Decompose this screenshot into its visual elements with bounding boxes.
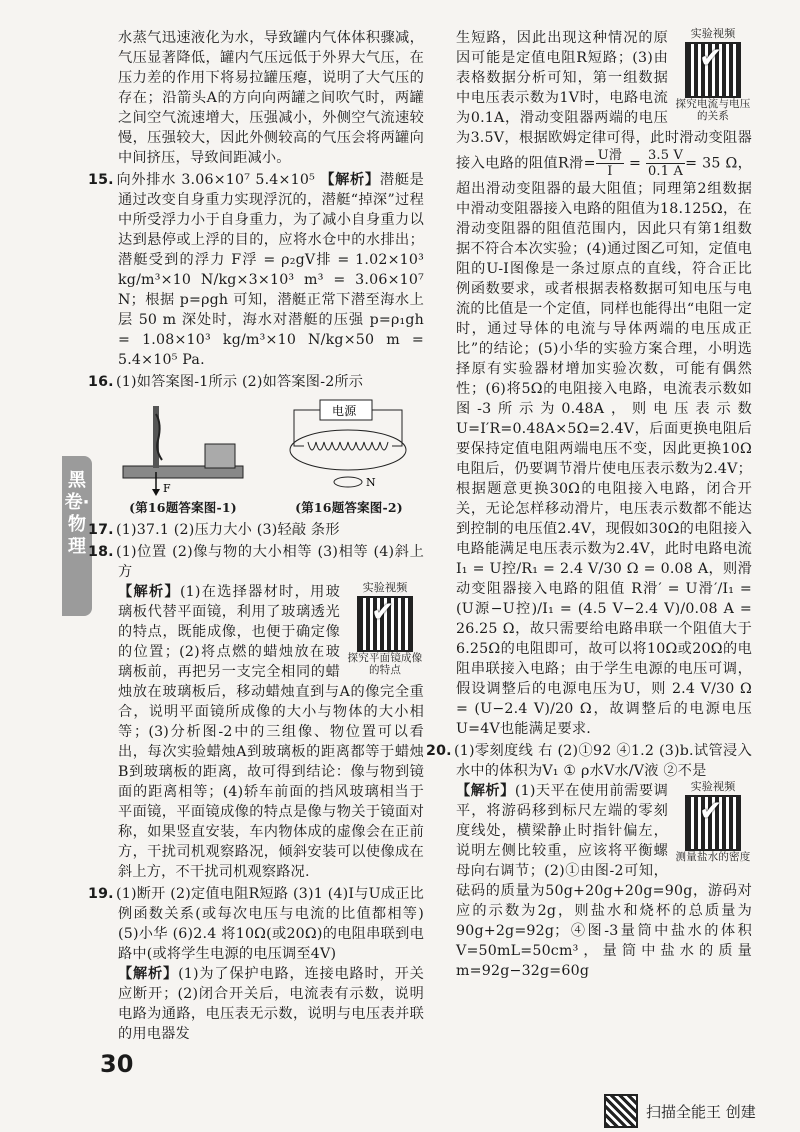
question-15 <box>88 170 424 370</box>
formula-1-den: I <box>607 164 613 179</box>
footer-brand <box>604 1094 756 1128</box>
figure-1-diagram <box>113 396 253 496</box>
q19-qr-caption: 探究电流与电压的关系 <box>675 98 751 122</box>
left-column <box>88 28 424 1044</box>
formula-1b <box>646 148 685 179</box>
q16-answer: (1)如答案图-1所示 (2)如答案图-2所示 <box>116 374 364 390</box>
wire-right <box>372 410 402 446</box>
right-para-2: = 35 Ω，超出滑动变阻器的最大阻值；同理第2组数据中滑动变阻器接入电路的阻值为18.125Ω，在滑动变阻器的阻值范围内，因此只有第1组数据不符合本次实验；(4)通过图乙可知，定值电阻的U-I图像是一条过原点的直线，符合正比例函数要求，或者根据表格数据可知电压与电流的比值是一个定值，同样也能得出“电阻一定时，通过导体的电流与导体两端的电压成正比”的结论；(5)小华的实验方案合理，小明选择原有实验器材增加实验次数，可能有偶然性；(6)将5Ω的电阻接入电路，电流表示数如图-3所示为0.48A，则电压表示数U=I′R=0.48A×5Ω=2.4V，后面更换电阻后要保持定值电阻两端电压不变，因此更换10Ω电阻后，仍要调节滑片使电压表示数为2.4V；根据题意更换30Ω的电阻接入电路，闭合开关，无论怎样移动滑片，电压表示数都不能达到控制的电压值2.4V，现假如30Ω的电阻接入电路能满足电压表示数为2.4V，此时电路电流 <box>456 155 752 557</box>
formula-2: I₁ = U控/R₁ = 2.4 V/30 Ω = 0.08 A <box>456 561 709 577</box>
q15-tag: 【解析】 <box>320 172 380 188</box>
q18-analysis: (1)在选择器材时，用玻璃板代替平面镜，利用了玻璃透光的特点，既能成像，也便于确定像的位置；(2)将点燃的蜡烛放在玻璃板前，再把另一支完全相同的蜡烛放在玻璃板后，移动蜡烛直到与A的像完全重合，说明平面镜所成像的大小与物体的大小相等；(3)分析图-2中的三组像、物位置可以看出，每次实验蜡烛A到玻璃板的距离都等于蜡烛B到玻璃板的距离，故可得到结论：像与物到镜面的距离相等；(4)轿车前面的挡风玻璃相当于平面镜，平面镜成像的特点是像与物关于镜面对称，如果竖直安装，车内物体成的虚像会在正前方，干扰司机观察路况，倾斜安装可以使像成在斜上方，不干扰司机观察路况. <box>118 584 424 880</box>
q19-number: 19. <box>88 886 114 902</box>
force-arrow-head <box>152 489 160 496</box>
q18-qr-code-icon[interactable] <box>357 596 413 652</box>
intro-paragraph: 水蒸气迅速液化为水，导致罐内气体体积骤减，气压显著降低，罐内气压远低于外界大气压，在压力差的作用下将易拉罐压瘪，说明了大气压的存在；沿箭头A的方向向两罐之间吹气时，两罐之间空气流速增大，压强减小，外侧空气流速较慢，压强较大，因此外侧较高的气压会将两罐向中间挤压，导致间距减小。 <box>118 30 424 166</box>
formula-3: R滑′ = U滑′/I₁ = (U源−U控)/I₁ = (4.5 V−2.4 V)/0.08 A = 26.25 Ω <box>456 581 752 637</box>
q20-qr-code-icon[interactable] <box>685 795 741 851</box>
compass-label-n: N <box>366 476 376 489</box>
right-para-4: ，故只需要给电路串联一个阻值大于6.25Ω的电阻即可，故可以将10Ω或20Ω的电阻串联接入电路；由于学生电源的电压可调，假设调整后的电源电压为U，则 <box>456 621 752 697</box>
right-para-3: ，则滑动变阻器接入电路的阻值 <box>456 561 752 597</box>
q15-number: 15. <box>88 172 114 188</box>
footer-brand-text: 扫描全能王 创建 <box>646 1102 756 1121</box>
q17-number: 17. <box>88 522 114 538</box>
figure-1-block <box>205 444 235 468</box>
q19-qr-box[interactable] <box>674 28 752 122</box>
power-source-label: 电源 <box>332 404 357 418</box>
page-number: 30 <box>100 1050 134 1078</box>
question-19 <box>88 884 424 1044</box>
q20-answer-tail: ②不是 <box>663 763 707 779</box>
scanner-qr-icon <box>604 1094 638 1128</box>
answer-figure-1 <box>108 396 258 518</box>
formula-4: 2.4 V/30 Ω = (U−2.4 V)/20 Ω <box>456 681 752 717</box>
q16-figures <box>108 396 424 518</box>
q18-qr-box[interactable] <box>346 582 424 676</box>
formula-1 <box>596 148 624 179</box>
q19-answer: (1)断开 (2)定值电阻R短路 (3)1 (4)I与U成正比例函数关系(或每次电压与电流的比值都相等) (5)小华 (6)2.4 将10Ω(或20Ω)的电阻串联到电路中(或将学生电源的电压调至4V) <box>116 886 424 962</box>
q19-qr-title: 实验视频 <box>690 27 736 40</box>
q18-qr-title: 实验视频 <box>362 581 408 594</box>
q20-answer: (1)零刻度线 右 (2)①92 ④1.2 (3)b.试管浸入水中的体积为V₁ ① <box>454 743 752 779</box>
compass <box>334 477 362 487</box>
q16-number: 16. <box>88 374 114 390</box>
formula-1b-den: 0.1 A <box>647 164 684 179</box>
q20-analysis: (1)天平在使用前需要调平，将游码移到标尺左端的零刻度线处，横梁静止时指针偏左，说明左侧比较重，应该将平衡螺母向右调节；(2)①由图-2可知，砝码的质量为50g+20g+20g=90g，游码对应的示数为2g，则盐水和烧杯的总质量为90g+2g=92g；④图-3量筒中盐水的体积V=50mL=50cm³，量筒中盐水的质量m=92g−32g=60g <box>456 783 752 979</box>
wire-left <box>294 410 320 446</box>
figure-2-diagram <box>274 396 424 496</box>
question-18 <box>88 542 424 882</box>
right-para-1: 生短路，因此出现这种情况的原因可能是定值电阻R短路；(3)由表格数据分析可知，第一组数据中电压表示数为1V时，电路电流为0.1A，滑动变阻器两端的电压为3.5V，根据欧姆定律可得，此时滑动变阻器接入电路的阻值R滑= <box>456 30 752 172</box>
q20-number: 20. <box>426 743 452 759</box>
formula-1b-num: 3.5 V <box>647 148 684 163</box>
question-17 <box>88 520 424 540</box>
q19-analysis: (1)为了保护电路，连接电路时，开关应断开；(2)闭合开关后，电流表有示数，说明电路为通路，电压表无示数，说明与电压表并联的用电器发 <box>118 966 424 1042</box>
q18-tag: 【解析】 <box>118 584 180 600</box>
figure-2-caption: (第16题答案图-2) <box>295 500 403 515</box>
q15-answer: 向外排水 3.06×10⁷ 5.4×10⁵ <box>116 172 315 188</box>
side-tab: 黑卷·物理 <box>62 456 92 616</box>
q19-qr-code-icon[interactable] <box>685 42 741 98</box>
q19-tag: 【解析】 <box>118 966 179 982</box>
q20-qr-box[interactable] <box>674 781 752 863</box>
q20-formula: ρ水V水/V液 <box>581 763 659 779</box>
q15-analysis: 潜艇是通过改变自身重力实现浮沉的，潜艇“掉深”过程中所受浮力小于自身重力，为了减小自身重力以达到悬停或上浮的目的，应将水仓中的水排出；潜艇受到的浮力 F浮 = ρ₂gV排 = 1.02×10³ kg/m³×10 N/kg×3×10³ m³ = 3.06×10⁷ N；根据 p=ρgh 可知，潜艇正常下潜至海水上层 50 m 深处时，海水对潜艇的压强 p=ρ₁gh = 1.08×10³ kg/m³×10 N/kg×50 m = 5.4×10⁵ Pa. <box>118 172 424 368</box>
q18-number: 18. <box>88 544 114 560</box>
coil-windings <box>308 442 388 450</box>
q17-answer: (1)37.1 (2)压力大小 (3)轻敲 条形 <box>116 522 340 538</box>
question-20 <box>426 741 752 981</box>
q20-qr-caption: 测量盐水的密度 <box>675 851 751 863</box>
formula-1-num: U滑 <box>597 148 623 163</box>
q18-qr-caption: 探究平面镜成像的特点 <box>347 652 423 676</box>
force-label: F <box>163 482 171 495</box>
coil-core <box>290 430 406 470</box>
figure-1-caption: (第16题答案图-1) <box>129 500 237 515</box>
answer-figure-2 <box>274 396 424 518</box>
q20-qr-title: 实验视频 <box>690 780 736 793</box>
q20-tag: 【解析】 <box>456 783 515 799</box>
question-16 <box>88 372 424 518</box>
right-para-5: ，故调整后的电源电压U=4V也能满足要求. <box>456 701 752 737</box>
right-column: 实验视频 ✔ 探究电流与电压的关系 生短路，因此出现这种情况的原因可能是定值电阻R短路；(3)由表格数据分析可知，第一组数据中电压表示数为1V时，电路电流为0.1A，滑动变阻器两端的电压为3.5V，根据欧姆定律可得，此时滑动变阻器接入电路的阻值R滑= $\frac{\text{U滑}}{I}$ = $\frac{3.5 V}{0.1 A}$ = 35 Ω，超出滑动变阻器的最大阻值；同理第2组数据中滑动变阻器接入电路的阻值为18.125Ω，在滑动变阻器的阻值范围内，因此只有第1组数据不符合本次实验；(4)通过图乙可知，定值电阻的U-I图像是一条过原点的直线，符合正比例函数要求，或者根据表格数据可知电压与电流的比值是一个定值，同样也能得出“电阻一定时，通过导体的电流与导体两端的电压成正比”的结论；(5)小华的实验方案合理，小明选择原有实验器材增加实验次数，可能有偶然性；(6)将5Ω的电阻接入电路，电流表示数如图-3所示为0.48A，则电压表示数U=I′R=0.48A×5Ω=2.4V，后面更换电阻后要保持定值电阻两端电压不变，因此更换10Ω电阻后，仍要调节滑片使电压表示数为2.4V；根据题意更换30Ω的电阻接入电路，闭合开关，无论怎样移动滑片，电压表示数都不能达到控制的电压值2.4V，现假如30Ω的电阻接入电路能满足电压表示数为2.4V，此时电路电流 I₁ = U控/R₁ = 2.4 V/30 Ω = 0.08 A，则滑动变阻器接入电路的阻值 R滑′ = U滑′/I₁ = (U源−U控)/I₁ = (4.5 V−2.4 V)/0.08 A = 26.25 Ω，故只需要给电路串联一个阻值大于6.25Ω的电阻即可，故可以将10Ω或20Ω的电阻串联接入电路；由于学生电源的电压可调，假设调整后的电源电压为U，则 2.4 V/30 Ω = (U−2.4 V)/20 Ω，故调整后的电源电压U=4V也能满足要求. 20. (1)零刻度线 右 (2)①92 ④1.2 (3)b.试管浸入水中的体积为V₁ ① ρ水V水/V液 ②不是 实验视频 ✔ 测量盐水的密度 【解析】(1)天平在使用前需要调平，将游码移到标尺左端的零刻度线处，横梁静止时指针偏左，说明左侧比较重，应该将平衡螺母向右调节；(2)①由图-2可知，砝码的质量为50g+20g+20g=90g，游码对应的示数为2g，则盐水和烧杯的总质量为90g+2g=92g；④图-3量筒中盐水的体积V=50mL=50cm³，量筒中盐水的质量m=92g−32g=60g <box>456 28 752 981</box>
q18-answer: (1)位置 (2)像与物的大小相等 (3)相等 (4)斜上方 <box>116 544 424 580</box>
